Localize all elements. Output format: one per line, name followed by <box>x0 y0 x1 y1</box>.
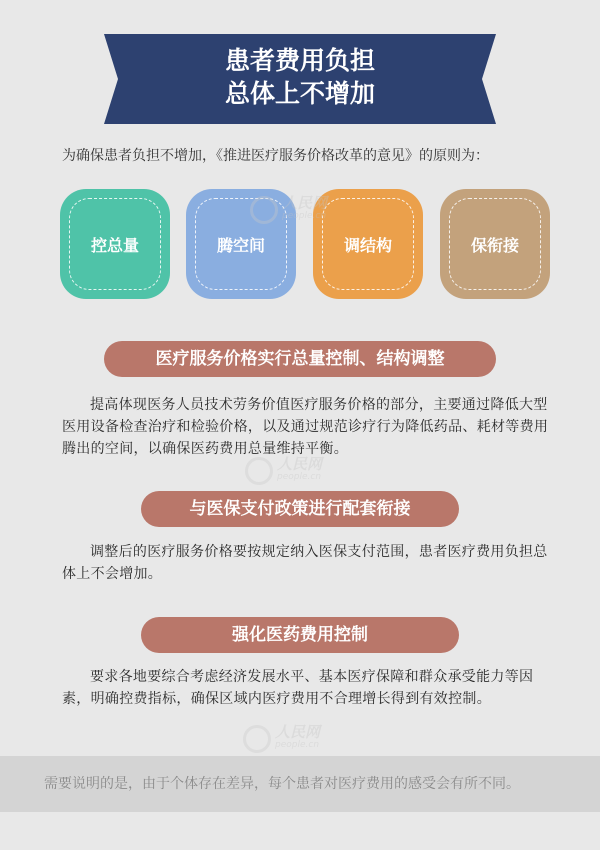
section-body-insurance-linkage: 调整后的医疗服务价格要按规定纳入医保支付范围，患者医疗费用负担总体上不会增加。 <box>62 544 548 582</box>
watermark-url: people.cn <box>282 211 327 221</box>
section-heading-cost-control: 强化医药费用控制 <box>141 617 459 653</box>
title-line-1: 患者费用负担 <box>224 46 375 75</box>
tile-label: 调结构 <box>343 235 392 255</box>
section-body-cost-control: 要求各地要综合考虑经济发展水平、基本医疗保障和群众承受能力等因素，明确控费指标，确保区域内医疗费用不合理增长得到有效控制。 <box>62 669 534 707</box>
watermark-logo <box>243 725 320 753</box>
section-body-total-control: 提高体现医务人员技术劳务价值医疗服务价格的部分，主要通过降低大型医用设备检查治疗和检验价格，以及通过规范诊疗行为降低药品、耗材等费用腾出的空间，以确保医药费用总量维持平衡。 <box>62 397 549 457</box>
tile-label: 腾空间 <box>216 235 265 255</box>
intro-text: 为确保患者负担不增加，《推进医疗服务价格改革的意见》的原则为： <box>62 148 489 164</box>
watermark-url: people.cn <box>277 472 322 482</box>
watermark-logo <box>245 457 322 485</box>
watermark-logo <box>250 196 327 224</box>
section-heading-total-control: 医疗服务价格实行总量控制、结构调整 <box>104 341 496 377</box>
watermark-name: 人民网 <box>275 723 321 741</box>
watermark-circle-icon <box>245 457 273 485</box>
footer-note: 需要说明的是，由于个体存在差异，每个患者对医疗费用的感受会有所不同。 <box>44 776 520 792</box>
title-line-2: 总体上不增加 <box>224 79 375 108</box>
footer-band <box>0 756 600 812</box>
tile-label: 控总量 <box>90 235 139 255</box>
section-heading-insurance-linkage: 与医保支付政策进行配套衔接 <box>141 491 459 527</box>
title-banner <box>104 34 496 124</box>
page-title <box>104 44 496 110</box>
principle-tile-control-total <box>60 189 170 299</box>
tile-label: 保衔接 <box>470 235 519 255</box>
watermark-circle-icon <box>243 725 271 753</box>
principle-tile-adjust-structure <box>313 189 423 299</box>
watermark-circle-icon <box>250 196 278 224</box>
watermark-url: people.cn <box>275 740 320 750</box>
principle-tile-ensure-linkage <box>440 189 550 299</box>
watermark-name: 人民网 <box>277 455 323 473</box>
watermark-name: 人民网 <box>282 194 328 212</box>
